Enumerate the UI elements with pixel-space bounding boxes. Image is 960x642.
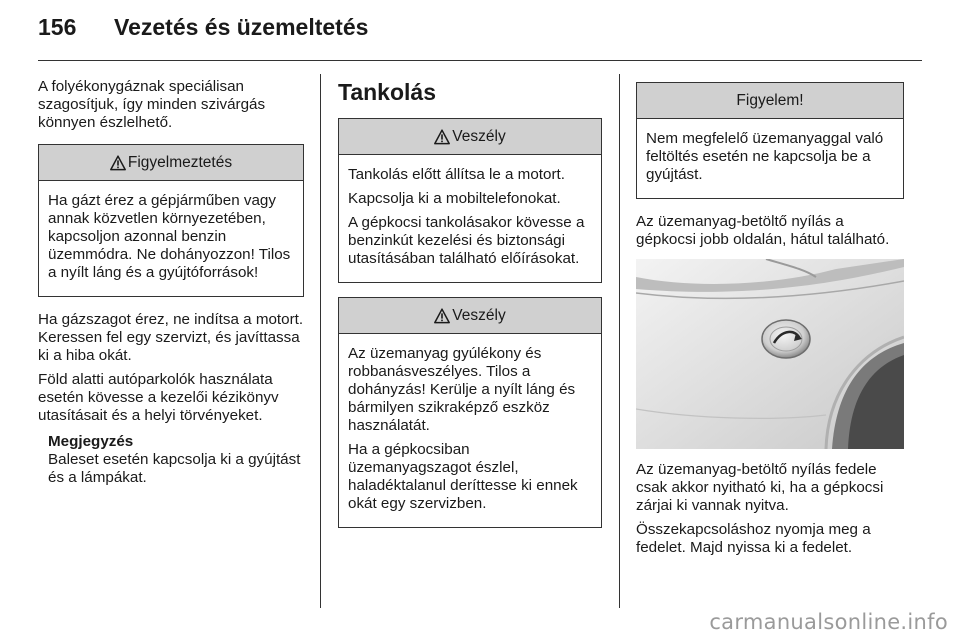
attention-box [636, 82, 904, 199]
header-divider [38, 60, 922, 61]
fuel-filler-photo [636, 259, 904, 449]
danger-box [338, 118, 602, 283]
warning-box-header [39, 145, 303, 181]
danger-text: Tankolás előtt állítsa le a motort. [348, 166, 565, 183]
danger-box-title: Veszély [452, 307, 506, 324]
attention-box-title: Figyelem! [736, 92, 804, 109]
warning-box [38, 144, 304, 297]
danger-text: A gépkocsi tankolásakor kövesse a benzinkút kezelési és biztonsági utasításában található előírásokat. [348, 214, 585, 267]
paragraph: Az üzemanyag-betöltő nyílás fedele csak akkor nyitható ki, ha a gépkocsi zárjai ki vannak nyitva. [636, 461, 884, 514]
warning-box-body [39, 181, 303, 296]
column-divider [619, 74, 620, 608]
warning-triangle-icon [434, 308, 450, 324]
fuel-filler-illustration [636, 259, 904, 449]
column-divider [320, 74, 321, 608]
danger-box-body [339, 334, 601, 527]
paragraph: Az üzemanyag-betöltő nyílás a gépkocsi jobb oldalán, hátul található. [636, 213, 890, 248]
paragraph: Ha gázszagot érez, ne indítsa a motort. Keressen fel egy szervizt, és javíttassa ki a hiba okát. [38, 311, 304, 364]
danger-box [338, 297, 602, 528]
attention-text: Nem megfelelő üzemanyaggal való feltöltés esetén ne kapcsolja be a gyújtást. [646, 130, 884, 183]
intro-paragraph: A folyékonygáznak speciálisan szagosítjuk, így minden szivárgás könnyen észlelhető. [38, 78, 266, 131]
middle-column [338, 78, 602, 542]
right-column [636, 78, 904, 563]
danger-box-header [339, 298, 601, 334]
note-block [38, 433, 304, 487]
warning-triangle-icon [434, 129, 450, 145]
danger-text: Az üzemanyag gyúlékony és robbanásveszélyes. Tilos a dohányzás! Kerülje a nyílt láng és bármilyen szikraképző eszköz használatát. [348, 345, 576, 434]
attention-box-header [637, 83, 903, 119]
danger-box-body [339, 155, 601, 282]
left-column [38, 78, 304, 487]
paragraph: Föld alatti autóparkolók használata esetén kövesse a kezelői kézikönyv utasításait és a helyi törvényeket. [38, 371, 279, 424]
note-title: Megjegyzés [48, 433, 134, 450]
danger-text: Ha a gépkocsiban üzemanyagszagot észlel, haladéktalanul deríttesse ki ennek okát egy szervizben. [348, 441, 578, 512]
paragraph: Összekapcsoláshoz nyomja meg a fedelet. Majd nyissa ki a fedelet. [636, 521, 871, 556]
note-text: Baleset esetén kapcsolja ki a gyújtást és a lámpákat. [48, 451, 301, 486]
danger-text: Kapcsolja ki a mobiltelefonokat. [348, 190, 561, 207]
page-header [38, 14, 368, 48]
danger-box-header [339, 119, 601, 155]
page-number: 156 [38, 14, 77, 40]
warning-text: Ha gázt érez a gépjárműben vagy annak közvetlen környezetében, kapcsoljon azonnal benzin üzemmódra. Ne dohányozzon! Tilos a nyílt láng és a gyújtóforrások! [48, 192, 291, 281]
watermark: carmanualsonline.info [709, 610, 948, 634]
danger-box-title: Veszély [452, 128, 506, 145]
attention-box-body [637, 119, 903, 198]
page-title: Vezetés és üzemeltetés [114, 14, 369, 40]
warning-box-title: Figyelmeztetés [127, 154, 233, 171]
section-title: Tankolás [338, 79, 436, 105]
warning-triangle-icon [110, 155, 126, 171]
